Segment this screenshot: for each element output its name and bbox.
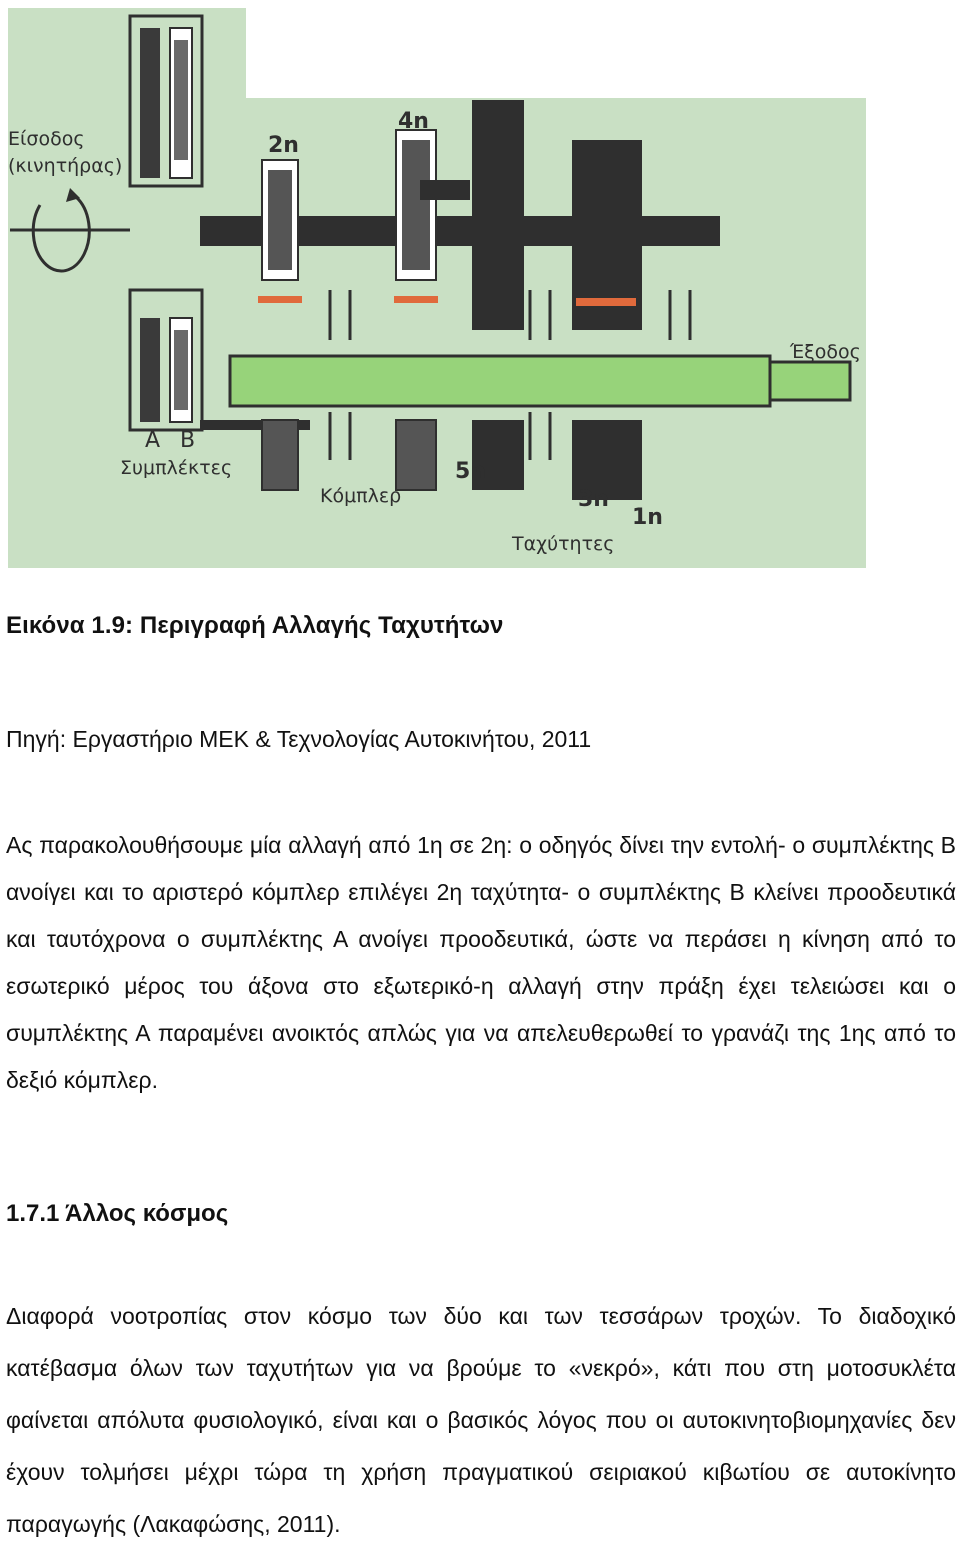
clutch-b-friction-bottom <box>174 330 188 410</box>
gear-5-lower <box>396 420 436 490</box>
clutch-b-friction-top <box>174 40 188 160</box>
gearbox-diagram <box>0 0 960 580</box>
gear-3-upper <box>472 100 524 330</box>
clutch-a-plate-top <box>140 28 160 178</box>
label-input-engine: (κινητήρας) <box>8 155 123 177</box>
paragraph-gear-change: Ας παρακολουθήσουμε μία αλλαγή από 1η σε 2η: ο οδηγός δίνει την εντολή- ο συμπλέκτης Β ανοίγει και το αριστερό κόμπλερ επιλέγει 2η ταχύτητα- ο συμπλέκτης Β κλείνει προοδευτικά και ταυτόχρονα ο συμπλέκτης Α ανοίγει προοδευτικά, ώστε να περάσει η κίνηση από το εσωτερικό μέρος του άξονα στο εξωτερικό-η αλλαγή στην πράξη έχει τελειώσει και ο συμπλέκτης Α παραμένει ανοικτός απλώς για να απελευθερωθεί το γρανάζι της 1ης από το δεξιό κόμπλερ. <box>6 832 956 1093</box>
label-gear-4: 4n <box>398 109 429 134</box>
synchro-ring-2 <box>394 296 438 303</box>
synchro-ring-3 <box>576 298 636 306</box>
paragraph-other-world: Διαφορά νοοτροπίας στον κόσμο των δύο και των τεσσάρων τροχών. Το διαδοχικό κατέβασμα όλων των ταχυτήτων για να βρούμε το «νεκρό», κάτι που στη μοτοσυκλέτα φαίνεται απόλυτα φυσιολογικό, είναι και ο βασικός λόγος που οι αυτοκινητοβιομηχανίες δεν έχουν τολμήσει μέχρι τώρα τη χρήση πραγματικού σειριακού κιβωτίου σε αυτοκίνητο παραγωγής (Λακαφώσης, 2011). <box>6 1303 956 1537</box>
clutch-a-plate-bottom <box>140 318 160 422</box>
label-gears: Ταχύτητες <box>512 533 615 555</box>
label-output: Έξοδος <box>790 341 861 363</box>
output-shaft <box>770 362 850 400</box>
synchro-ring-1 <box>258 296 302 303</box>
label-gear-3: 3n <box>578 487 609 512</box>
gear-hub-upper <box>420 180 470 200</box>
label-input: Είσοδος <box>8 128 85 150</box>
label-clutch-a: A <box>145 428 161 453</box>
gear-4-upper-teeth <box>402 140 430 270</box>
figure-source: Πηγή: Εργαστήριο ΜΕΚ & Τεχνολογίας Αυτοκινήτου, 2011 <box>6 726 592 752</box>
gearbox-diagram-svg <box>0 0 960 580</box>
label-coupler: Κόμπλερ <box>320 485 402 507</box>
label-clutch-b: B <box>180 428 196 453</box>
figure-caption: Εικόνα 1.9: Περιγραφή Αλλαγής Ταχυτήτων <box>6 612 504 639</box>
main-shaft <box>230 356 770 406</box>
section-heading: 1.7.1 Άλλος κόσμος <box>6 1200 229 1227</box>
label-gear-1: 1n <box>632 505 663 530</box>
gear-2-upper-teeth <box>268 170 292 270</box>
label-gear-2: 2n <box>268 133 299 158</box>
diagram-background-left <box>8 8 246 568</box>
gear-lower-a <box>262 420 298 490</box>
label-gear-5: 5n <box>455 459 486 484</box>
label-clutches: Συμπλέκτες <box>120 457 233 479</box>
